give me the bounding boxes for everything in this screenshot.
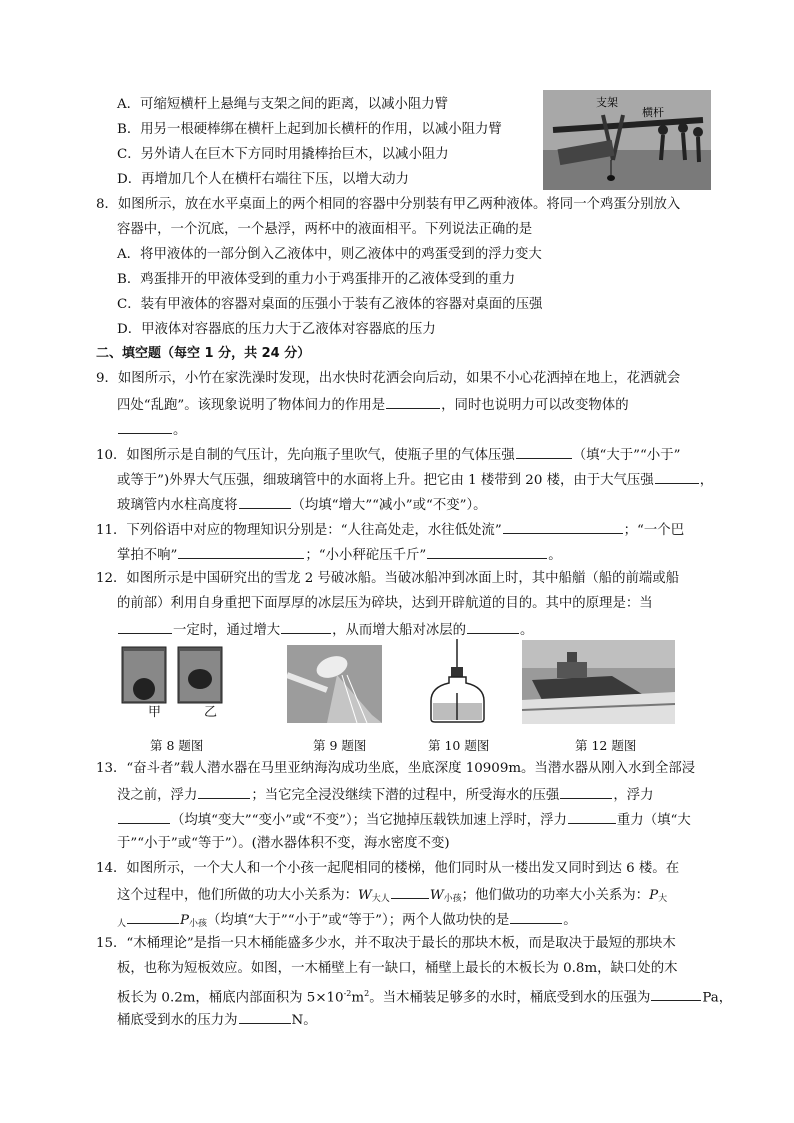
icebreaker-illustration [522, 640, 675, 724]
q11-text-e: 。 [548, 548, 562, 563]
caption-fig9: 第 9 题图 [313, 738, 367, 753]
q15-text-b: m [351, 990, 365, 1006]
q15-text-d: Pa， [702, 990, 733, 1006]
q8-beakers-figure [118, 645, 228, 720]
q14-p-adult: P [649, 888, 659, 903]
q12-blank-3[interactable] [467, 619, 519, 634]
q14-line2 [117, 884, 667, 909]
q10-text-f: （均填“增大”“减小”或“不变”）。 [291, 498, 487, 513]
q14-blank-1[interactable] [391, 884, 429, 899]
q9-line3 [117, 419, 186, 441]
q13-blank-3[interactable] [118, 809, 170, 824]
q15-blank-1[interactable] [651, 986, 701, 1001]
q9-text-a: 四处“乱跑”。该现象说明了物体间力的作用是 [117, 398, 386, 413]
label-jia: 甲 [148, 705, 162, 720]
label-yi: 乙 [204, 705, 218, 720]
q9-blank-1[interactable] [386, 394, 440, 409]
q14-sub-child: 小孩 [443, 894, 462, 904]
label-bar: 横杆 [642, 106, 664, 119]
q15-line3 [117, 984, 732, 1008]
q13-line2 [117, 784, 654, 806]
q11-line1 [96, 519, 684, 541]
q10-text-a: 10．如图所示是自制的气压计，先向瓶子里吹气，使瓶子里的气体压强 [96, 448, 515, 463]
q11-line2 [117, 544, 562, 566]
q13-text-c: ，浮力 [613, 788, 654, 803]
q8-option-a: A．将甲液体的一部分倒入乙液体中，则乙液体中的鸡蛋受到的浮力变大 [117, 247, 542, 262]
q7-option-c: C．另外请人在巨木下方同时用撬棒抬巨木，以减小阻力 [117, 147, 449, 162]
q14-sub-ren: 人 [117, 919, 127, 929]
q10-barometer-figure [425, 637, 490, 723]
q14-text-b: ；他们做功的功率大小关系为： [461, 888, 650, 903]
q10-blank-2[interactable] [655, 469, 699, 484]
q14-text-d: 。 [563, 913, 577, 928]
q12-text-c: 。 [520, 623, 534, 638]
label-frame: 支架 [596, 96, 618, 109]
shower-illustration [287, 645, 382, 723]
q11-text-b: ；“一个巴 [623, 523, 685, 538]
q13-line1: 13．“奋斗者”载人潜水器在马里亚纳海沟成功坐底，坐底深度 10909m。当潜水器从刚入水到全部浸 [96, 761, 696, 776]
q11-text-d: ；“小小秤砣压千斤” [305, 548, 427, 563]
q14-text-c: （均填“大于”“小于”或“等于”）；两个人做功快的是 [207, 913, 510, 928]
q12-icebreaker-photo [522, 640, 675, 724]
q8-stem-line1: 8．如图所示，放在水平桌面上的两个相同的容器中分别装有甲乙两种液体。将同一个鸡蛋分别放入 [96, 197, 681, 212]
q10-line3 [117, 494, 487, 516]
q9-line2 [117, 394, 629, 416]
q15-blank-2[interactable] [239, 1009, 291, 1024]
q15-exp-2: 2 [364, 989, 370, 998]
q14-w-child: W [429, 888, 444, 903]
q15-line4 [117, 1009, 317, 1031]
q13-blank-2[interactable] [560, 784, 612, 799]
q13-text-d: （均填“变大”“变小”或“不变”）；当它抛掉压载铁加速上浮时，浮力 [171, 813, 567, 828]
q11-blank-3[interactable] [427, 544, 547, 559]
q10-text-e: 玻璃管内水柱高度将 [117, 498, 238, 513]
q9-shower-photo [287, 645, 382, 723]
q12-text-b: ，从而增大船对冰层的 [332, 623, 467, 638]
q14-p-child: P [180, 913, 190, 928]
q12-blank-1[interactable] [118, 619, 172, 634]
q10-line2 [117, 469, 713, 491]
q11-blank-1[interactable] [503, 519, 623, 534]
q9-text-c: 。 [173, 423, 187, 438]
caption-fig10: 第 10 题图 [428, 738, 490, 753]
q15-text-e: 桶底受到水的压力为 [117, 1013, 238, 1028]
q11-blank-2[interactable] [178, 544, 304, 559]
q10-text-b: （填“大于”“小于” [572, 448, 681, 463]
q11-text-a: 11．下列俗语中对应的物理知识分别是：“人往高处走，水往低处流” [96, 523, 502, 538]
q7-option-d: D．再增加几个人在横杆右端往下压，以增大动力 [117, 172, 409, 187]
q9-blank-2[interactable] [118, 419, 172, 434]
q15-text-c: 。当木桶装足够多的水时，桶底受到水的压强为 [369, 990, 651, 1006]
caption-fig12: 第 12 题图 [575, 738, 637, 753]
q15-line1: 15．“木桶理论”是指一只木桶能盛多少水，并不取决于最长的那块木板，而是取决于最短的那块木 [96, 936, 676, 951]
q14-blank-3[interactable] [510, 909, 562, 924]
q13-blank-4[interactable] [568, 809, 616, 824]
q13-line4: 于”“小于”或“等于”）。(潜水器体积不变，海水密度不变) [117, 836, 450, 851]
q14-line1: 14．如图所示，一个大人和一个小孩一起爬相同的楼梯，他们同时从一楼出发又同时到达 6 楼。在 [96, 861, 680, 876]
q13-text-b: ；当它完全浸没继续下潜的过程中，所受海水的压强 [251, 788, 560, 803]
q7-option-b: B．用另一根硬棒绑在横杆上起到加长横杆的作用，以减小阻力臂 [117, 122, 502, 137]
q14-sub-child-2: 小孩 [189, 919, 208, 929]
q14-text-a: 这个过程中，他们所做的功大小关系为： [117, 888, 359, 903]
q14-sub-da: 大 [658, 894, 668, 904]
q12-text-a: 一定时，通过增大 [173, 623, 281, 638]
q13-line3 [117, 809, 691, 831]
q8-option-c: C．装有甲液体的容器对桌面的压强小于装有乙液体的容器对桌面的压强 [117, 297, 543, 312]
q9-text-b: ，同时也说明力可以改变物体的 [441, 398, 629, 413]
q14-line3 [117, 909, 577, 934]
q10-blank-1[interactable] [516, 444, 572, 459]
q7-lever-photo [543, 90, 711, 190]
q13-text-a: 没之前，浮力 [117, 788, 198, 803]
section-fill-in-header: 二、填空题（每空 1 分，共 24 分） [96, 346, 311, 361]
q14-blank-2[interactable] [127, 909, 179, 924]
barometer-illustration [425, 637, 490, 723]
q8-option-d: D．甲液体对容器底的压力大于乙液体对容器底的压力 [117, 322, 436, 337]
q7-option-a: A．可缩短横杆上悬绳与支架之间的距离，以减小阻力臂 [117, 97, 449, 112]
q10-line1 [96, 444, 681, 466]
q10-blank-3[interactable] [239, 494, 291, 509]
q8-stem-line2: 容器中，一个沉底，一个悬浮，两杯中的液面相平。下列说法正确的是 [117, 222, 533, 237]
q12-line1: 12．如图所示是中国研究出的雪龙 2 号破冰船。当破冰船冲到冰面上时，其中船艏（船的前端或船 [96, 571, 680, 586]
q13-text-e: 重力（填“大 [616, 813, 691, 828]
q14-sub-adult: 大人 [371, 894, 390, 904]
q11-text-c: 掌拍不响” [117, 548, 178, 563]
q10-text-c: 或等于”)外界大气压强，细玻璃管中的水面将上升。把它由 1 楼带到 20 楼，由于大气压强 [117, 473, 654, 488]
q9-line1: 9．如图所示，小竹在家洗澡时发现，出水快时花洒会向后动，如果不小心花洒掉在地上，花洒就会 [96, 371, 681, 386]
q15-line2: 板，也称为短板效应。如图，一木桶壁上有一缺口，桶壁上最长的木板长为 0.8m，缺口处的木 [117, 961, 678, 976]
q12-line2: 的前部）利用自身重把下面厚厚的冰层压为碎块，达到开辟航道的目的。其中的原理是：当 [117, 596, 653, 611]
q8-option-b: B．鸡蛋排开的甲液体受到的重力小于鸡蛋排开的乙液体受到的重力 [117, 272, 516, 287]
q14-w-adult: W [358, 888, 372, 903]
q15-text-f: N。 [291, 1013, 317, 1028]
q12-blank-2[interactable] [281, 619, 331, 634]
q15-text-a: 板长为 0.2m，桶底内部面积为 5×10 [117, 990, 344, 1006]
q13-blank-1[interactable] [198, 784, 250, 799]
q10-text-d: ， [699, 473, 714, 488]
q15-exp-1: -2 [343, 989, 352, 998]
caption-fig8: 第 8 题图 [150, 738, 204, 753]
lever-illustration [543, 90, 711, 190]
